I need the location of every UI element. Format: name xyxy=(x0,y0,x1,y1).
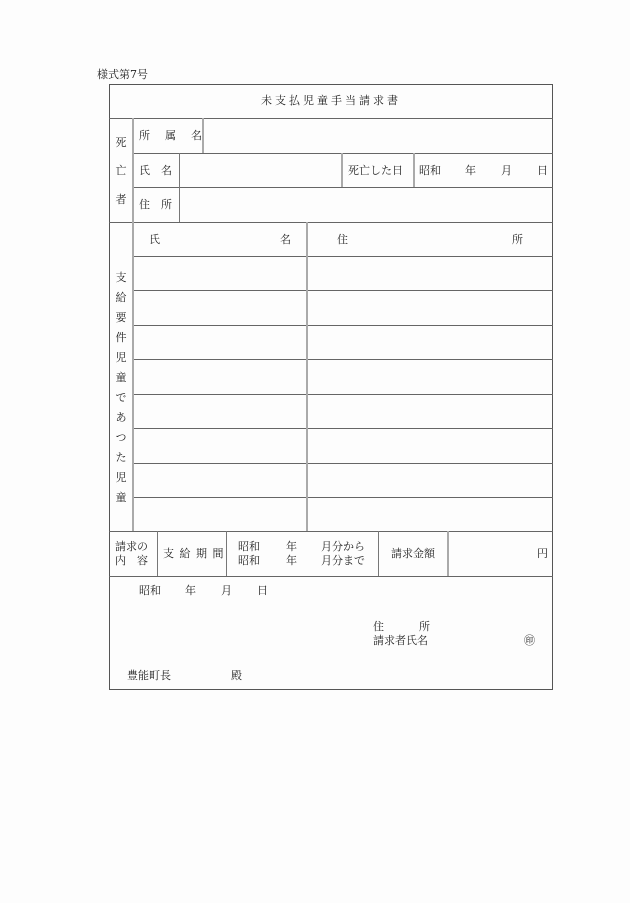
child-address-field[interactable] xyxy=(311,259,554,290)
period-to-era: 昭和 xyxy=(238,554,260,567)
divider xyxy=(133,428,553,429)
death-date-day: 日 xyxy=(537,164,548,177)
death-date-year: 年 xyxy=(465,164,476,177)
child-address-field[interactable] xyxy=(311,293,554,325)
child-name-field[interactable] xyxy=(136,328,308,359)
divider xyxy=(413,153,415,187)
children-label-char: 要 xyxy=(115,311,127,324)
addressee: 豊能町長 xyxy=(127,669,171,682)
period-from-era: 昭和 xyxy=(238,540,260,553)
divider xyxy=(157,531,158,576)
affiliation-field[interactable] xyxy=(206,121,554,153)
divider xyxy=(133,325,553,326)
divider xyxy=(109,222,553,223)
footer-date-day: 日 xyxy=(257,584,268,597)
death-date-label: 死亡した日 xyxy=(348,164,403,177)
claimant-name-field[interactable] xyxy=(440,631,524,649)
footer-date-month: 月 xyxy=(221,584,232,597)
seal-icon: ㊞ xyxy=(524,634,535,647)
divider xyxy=(109,118,553,119)
period-from-year: 年 xyxy=(286,540,297,553)
children-label-char: 児 xyxy=(115,471,127,484)
child-address-field[interactable] xyxy=(311,466,554,497)
divider xyxy=(179,153,180,222)
amount-label: 請求金額 xyxy=(391,547,435,560)
deceased-name-field[interactable] xyxy=(183,156,342,187)
children-label-char: で xyxy=(115,391,127,404)
children-address-header: 所 xyxy=(512,233,523,246)
amount-unit: 円 xyxy=(537,547,548,560)
affiliation-label: 所 属 名 xyxy=(139,129,204,142)
claimant-address-label: 住 xyxy=(373,620,384,633)
divider xyxy=(133,394,553,395)
children-label-char: 給 xyxy=(115,291,127,304)
divider xyxy=(133,153,553,154)
deceased-label-char: 死 xyxy=(115,136,127,149)
children-label-char: 件 xyxy=(115,331,127,344)
child-address-field[interactable] xyxy=(311,431,554,463)
period-from-suffix: 月分から xyxy=(321,540,365,553)
children-label-char: 支 xyxy=(115,271,127,284)
children-label-char: あ xyxy=(115,411,127,424)
divider xyxy=(133,497,553,498)
amount-field[interactable] xyxy=(451,534,537,576)
child-address-field[interactable] xyxy=(311,328,554,359)
death-date-era: 昭和 xyxy=(419,164,441,177)
divider xyxy=(109,576,553,577)
child-name-field[interactable] xyxy=(136,397,308,428)
deceased-label-char: 者 xyxy=(115,193,127,206)
claimant-name-label: 請求者氏名 xyxy=(373,634,428,647)
child-address-field[interactable] xyxy=(311,397,554,428)
divider xyxy=(133,463,553,464)
children-label-char: た xyxy=(115,451,127,464)
child-address-field[interactable] xyxy=(311,362,554,394)
divider xyxy=(109,531,553,532)
claimant-address-label: 所 xyxy=(419,620,430,633)
child-name-field[interactable] xyxy=(136,293,308,325)
period-label: 支 給 期 間 xyxy=(163,547,225,560)
divider xyxy=(133,187,553,188)
children-label-char: 児 xyxy=(115,351,127,364)
deceased-name-label: 氏 名 xyxy=(139,164,172,177)
children-address-header: 住 xyxy=(337,233,348,246)
divider xyxy=(133,290,553,291)
children-label-char: 童 xyxy=(115,371,127,384)
request-label: 請求の xyxy=(115,540,148,553)
footer-date-era: 昭和 xyxy=(139,584,161,597)
child-name-field[interactable] xyxy=(136,500,308,531)
period-to-year: 年 xyxy=(286,554,297,567)
children-label-char: つ xyxy=(115,431,127,444)
children-name-header: 名 xyxy=(280,233,291,246)
child-name-field[interactable] xyxy=(136,466,308,497)
form-title: 未支払児童手当請求書 xyxy=(261,94,401,107)
divider xyxy=(378,531,379,576)
death-date-month: 月 xyxy=(501,164,512,177)
child-name-field[interactable] xyxy=(136,431,308,463)
child-name-field[interactable] xyxy=(136,259,308,290)
divider xyxy=(133,359,553,360)
divider xyxy=(226,531,227,576)
request-label: 内 容 xyxy=(115,554,148,567)
children-label-char: 童 xyxy=(115,491,127,504)
divider xyxy=(133,256,553,257)
period-to-suffix: 月分まで xyxy=(321,554,365,567)
form-number: 様式第7号 xyxy=(97,68,148,81)
child-address-field[interactable] xyxy=(311,500,554,531)
child-name-field[interactable] xyxy=(136,362,308,394)
children-name-header: 氏 xyxy=(149,233,160,246)
footer-date-year: 年 xyxy=(185,584,196,597)
divider xyxy=(447,531,449,576)
deceased-label-char: 亡 xyxy=(115,164,127,177)
honorific: 殿 xyxy=(231,669,242,682)
deceased-address-label: 住 所 xyxy=(139,198,172,211)
deceased-address-field[interactable] xyxy=(183,190,554,222)
